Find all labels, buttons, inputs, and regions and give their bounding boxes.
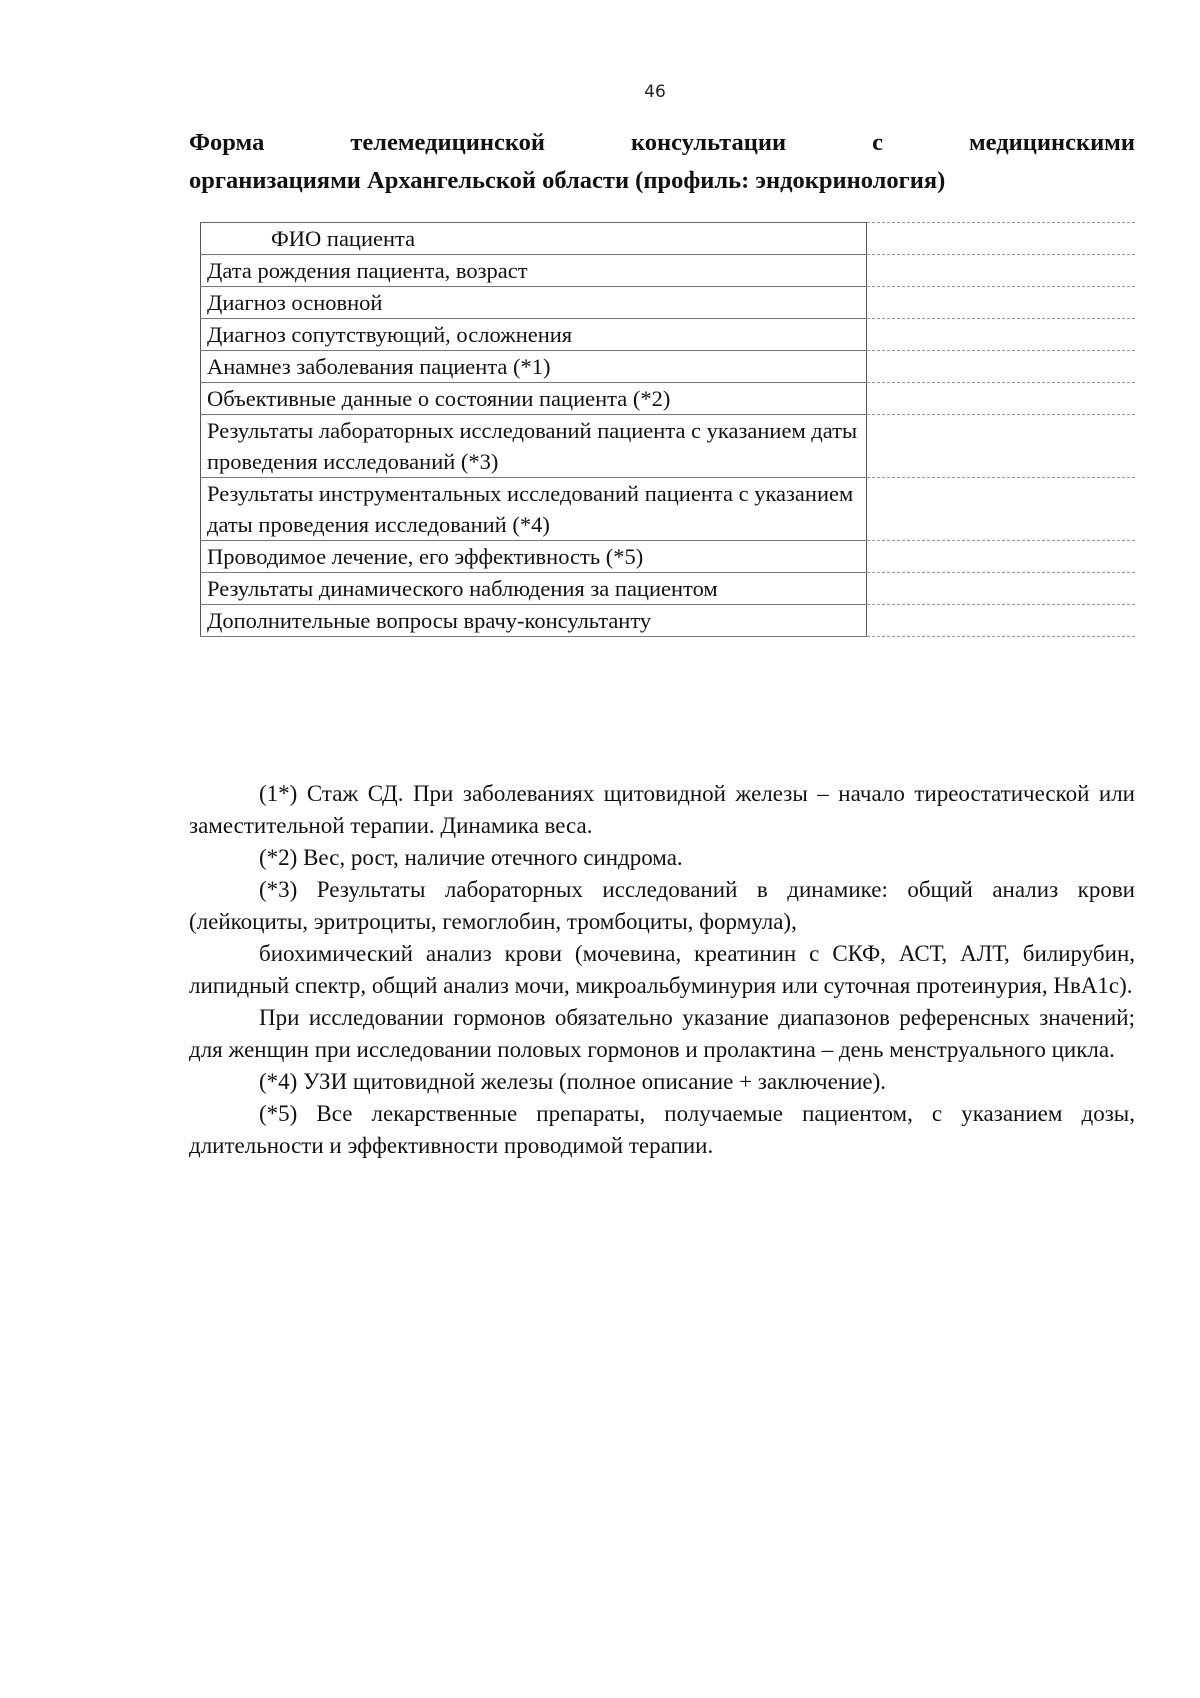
- form-label-anamnesis: Анамнез заболевания пациента (*1): [201, 351, 867, 383]
- form-row: [201, 351, 1136, 383]
- form-row: [201, 541, 1136, 573]
- form-row: [201, 255, 1136, 287]
- footnote-3: (*3) Результаты лабораторных исследований в динамике: общий анализ крови (лейкоциты, эритроциты, гемоглобин, тромбоциты, формула),: [189, 877, 1135, 934]
- footnote-3-continued: биохимический анализ крови (мочевина, креатинин с СКФ, АСТ, АЛТ, билирубин, липидный спектр, общий анализ мочи, микроальбуминурия или суточная протеинурия, HвA1c).: [189, 941, 1135, 998]
- form-value-field[interactable]: [867, 573, 1136, 605]
- document-title: [189, 124, 1135, 200]
- form-value-field[interactable]: [867, 383, 1136, 415]
- form-value-field[interactable]: [867, 605, 1136, 637]
- title-line-2: организациями Архангельской области (профиль: эндокринология): [189, 167, 946, 194]
- form-value-field[interactable]: [867, 478, 1136, 541]
- form-value-field[interactable]: [867, 319, 1136, 351]
- form-value-field[interactable]: [867, 415, 1136, 478]
- form-label-treatment: Проводимое лечение, его эффективность (*5): [201, 541, 867, 573]
- form-row: [201, 573, 1136, 605]
- form-row: [201, 383, 1136, 415]
- form-label-additional-questions: Дополнительные вопросы врачу-консультанту: [201, 605, 867, 637]
- form-label-lab-results: Результаты лабораторных исследований пациента с указанием даты проведения исследований (*3): [201, 415, 867, 478]
- form-row: [201, 287, 1136, 319]
- form-value-field[interactable]: [867, 255, 1136, 287]
- form-row: [201, 605, 1136, 637]
- form-label-patient-name: ФИО пациента: [201, 223, 867, 255]
- form-row: [201, 415, 1136, 478]
- consultation-form-table: [200, 222, 1135, 637]
- footnotes: [189, 778, 1135, 1162]
- form-label-instrumental-results: Результаты инструментальных исследований пациента с указанием даты проведения исследований (*4): [201, 478, 867, 541]
- form-row: [201, 478, 1136, 541]
- form-value-field[interactable]: [867, 287, 1136, 319]
- form-label-birth-date: Дата рождения пациента, возраст: [201, 255, 867, 287]
- footnote-4: (*4) УЗИ щитовидной железы (полное описание + заключение).: [259, 1069, 887, 1094]
- footnote-1: (1*) Стаж СД. При заболеваниях щитовидной железы – начало тиреостатической или заместительной терапии. Динамика веса.: [189, 781, 1135, 838]
- form-row: [201, 319, 1136, 351]
- form-label-comorbid-diagnosis: Диагноз сопутствующий, осложнения: [201, 319, 867, 351]
- page-number: 46: [644, 82, 666, 102]
- form-row: [201, 223, 1136, 255]
- form-value-field[interactable]: [867, 223, 1136, 255]
- footnote-hormones: При исследовании гормонов обязательно указание диапазонов референсных значений; для женщин при исследовании половых гормонов и пролактина – день менструального цикла.: [189, 1005, 1135, 1062]
- form-value-field[interactable]: [867, 351, 1136, 383]
- footnote-2: (*2) Вес, рост, наличие отечного синдрома.: [259, 845, 683, 870]
- form-label-main-diagnosis: Диагноз основной: [201, 287, 867, 319]
- form-label-objective-data: Объективные данные о состоянии пациента (*2): [201, 383, 867, 415]
- title-line-1: Форма телемедицинской консультации с медицинскими: [189, 129, 1135, 156]
- form-value-field[interactable]: [867, 541, 1136, 573]
- footnote-5: (*5) Все лекарственные препараты, получаемые пациентом, с указанием дозы, длительности и эффективности проводимой терапии.: [189, 1101, 1135, 1158]
- form-label-dynamic-observation: Результаты динамического наблюдения за пациентом: [201, 573, 867, 605]
